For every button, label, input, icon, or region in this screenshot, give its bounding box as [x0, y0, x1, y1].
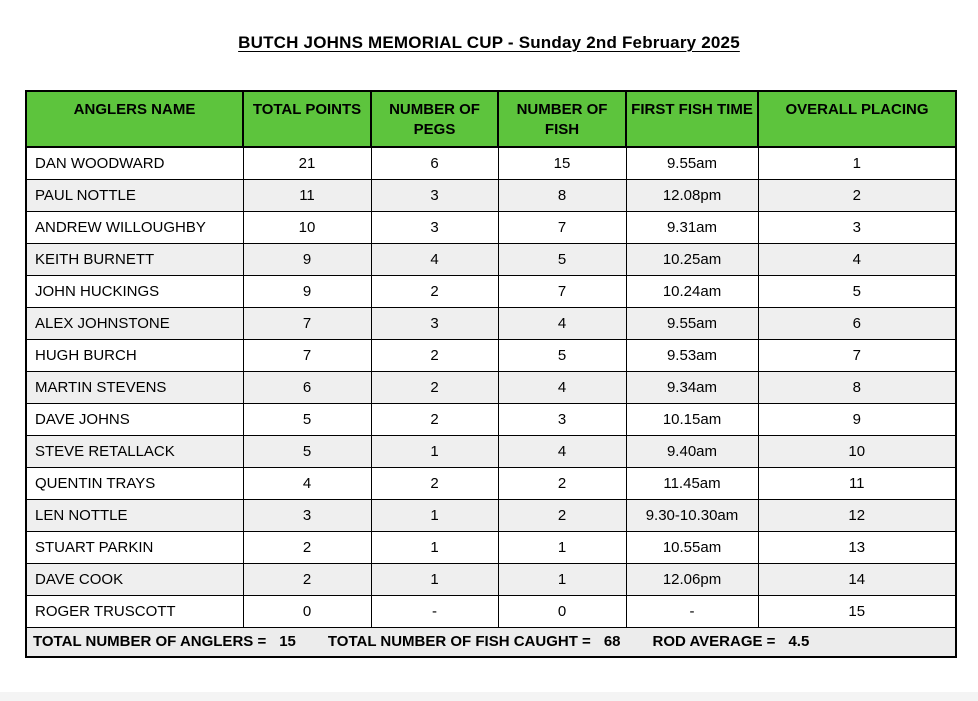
col-header-first-fish-time: FIRST FISH TIME [626, 91, 758, 147]
cell-first-fish-time: 12.08pm [626, 179, 758, 211]
table-footer [26, 627, 956, 657]
cell-total-points: 2 [243, 531, 371, 563]
cell-angler-name: STEVE RETALLACK [26, 435, 243, 467]
cell-number-of-fish: 2 [498, 467, 626, 499]
cell-number-of-pegs: 3 [371, 307, 498, 339]
cell-first-fish-time: 9.31am [626, 211, 758, 243]
cell-first-fish-time: 9.53am [626, 339, 758, 371]
cell-number-of-fish: 7 [498, 275, 626, 307]
cell-total-points: 2 [243, 563, 371, 595]
cell-number-of-pegs: 2 [371, 403, 498, 435]
cell-overall-placing: 3 [758, 211, 956, 243]
cell-number-of-pegs: 1 [371, 531, 498, 563]
cell-angler-name: DAN WOODWARD [26, 147, 243, 179]
cell-number-of-fish: 1 [498, 563, 626, 595]
cell-angler-name: ANDREW WILLOUGHBY [26, 211, 243, 243]
rod-average-value: 4.5 [788, 633, 810, 651]
table-row [26, 467, 956, 499]
cell-number-of-fish: 1 [498, 531, 626, 563]
cell-angler-name: HUGH BURCH [26, 339, 243, 371]
cell-first-fish-time: 9.55am [626, 307, 758, 339]
cell-number-of-pegs: 1 [371, 563, 498, 595]
col-header-anglers-name: ANGLERS NAME [26, 91, 243, 147]
table-row [26, 147, 956, 179]
table-row [26, 531, 956, 563]
page-bottom-band [0, 692, 978, 701]
table-row [26, 339, 956, 371]
total-anglers-value: 15 [279, 633, 296, 651]
total-fish-value: 68 [603, 633, 621, 651]
cell-number-of-pegs: 4 [371, 243, 498, 275]
table-row [26, 179, 956, 211]
col-header-overall-placing: OVERALL PLACING [758, 91, 956, 147]
cell-number-of-pegs: 3 [371, 179, 498, 211]
cell-number-of-pegs: 6 [371, 147, 498, 179]
cell-angler-name: QUENTIN TRAYS [26, 467, 243, 499]
cell-overall-placing: 7 [758, 339, 956, 371]
cell-first-fish-time: 9.34am [626, 371, 758, 403]
cell-overall-placing: 15 [758, 595, 956, 627]
cell-first-fish-time: 10.55am [626, 531, 758, 563]
table-row [26, 595, 956, 627]
cell-first-fish-time: 9.40am [626, 435, 758, 467]
cell-angler-name: STUART PARKIN [26, 531, 243, 563]
cell-number-of-fish: 2 [498, 499, 626, 531]
cell-first-fish-time: - [626, 595, 758, 627]
total-anglers-label: TOTAL NUMBER OF ANGLERS = [33, 633, 267, 651]
cell-total-points: 10 [243, 211, 371, 243]
cell-overall-placing: 9 [758, 403, 956, 435]
table-row [26, 275, 956, 307]
cell-overall-placing: 1 [758, 147, 956, 179]
cell-overall-placing: 12 [758, 499, 956, 531]
table-row [26, 435, 956, 467]
table-header [26, 91, 956, 147]
cell-first-fish-time: 10.24am [626, 275, 758, 307]
cell-number-of-fish: 4 [498, 435, 626, 467]
cell-number-of-fish: 5 [498, 339, 626, 371]
cell-number-of-fish: 0 [498, 595, 626, 627]
cell-overall-placing: 11 [758, 467, 956, 499]
cell-total-points: 4 [243, 467, 371, 499]
results-table [25, 90, 957, 658]
cell-overall-placing: 10 [758, 435, 956, 467]
cell-total-points: 5 [243, 435, 371, 467]
cell-first-fish-time: 9.55am [626, 147, 758, 179]
table-row [26, 371, 956, 403]
cell-overall-placing: 4 [758, 243, 956, 275]
cell-overall-placing: 14 [758, 563, 956, 595]
cell-total-points: 9 [243, 243, 371, 275]
cell-first-fish-time: 10.25am [626, 243, 758, 275]
cell-overall-placing: 13 [758, 531, 956, 563]
summary-cell [26, 627, 956, 657]
cell-first-fish-time: 11.45am [626, 467, 758, 499]
summary-row [26, 627, 956, 657]
col-header-total-points: TOTAL POINTS [243, 91, 371, 147]
cell-overall-placing: 6 [758, 307, 956, 339]
cell-number-of-fish: 5 [498, 243, 626, 275]
cell-total-points: 6 [243, 371, 371, 403]
cell-angler-name: ROGER TRUSCOTT [26, 595, 243, 627]
cell-number-of-fish: 3 [498, 403, 626, 435]
cell-total-points: 3 [243, 499, 371, 531]
cell-angler-name: PAUL NOTTLE [26, 179, 243, 211]
table-row [26, 211, 956, 243]
table-body [26, 147, 956, 627]
header-row [26, 91, 956, 147]
cell-total-points: 0 [243, 595, 371, 627]
cell-number-of-pegs: 1 [371, 499, 498, 531]
cell-angler-name: JOHN HUCKINGS [26, 275, 243, 307]
cell-angler-name: KEITH BURNETT [26, 243, 243, 275]
cell-number-of-pegs: 2 [371, 339, 498, 371]
cell-number-of-pegs: 1 [371, 435, 498, 467]
table-row [26, 243, 956, 275]
cell-total-points: 11 [243, 179, 371, 211]
table-row [26, 403, 956, 435]
cell-number-of-fish: 4 [498, 307, 626, 339]
cell-total-points: 9 [243, 275, 371, 307]
cell-number-of-fish: 15 [498, 147, 626, 179]
table-row [26, 307, 956, 339]
cell-total-points: 7 [243, 307, 371, 339]
total-fish-label: TOTAL NUMBER OF FISH CAUGHT = [327, 633, 591, 651]
cell-angler-name: LEN NOTTLE [26, 499, 243, 531]
cell-overall-placing: 2 [758, 179, 956, 211]
total-anglers-summary [33, 633, 296, 650]
col-header-number-of-pegs: NUMBER OF PEGS [371, 91, 498, 147]
cell-angler-name: DAVE JOHNS [26, 403, 243, 435]
cell-number-of-pegs: 2 [371, 371, 498, 403]
table-row [26, 563, 956, 595]
cell-number-of-fish: 4 [498, 371, 626, 403]
cell-angler-name: ALEX JOHNSTONE [26, 307, 243, 339]
cell-angler-name: DAVE COOK [26, 563, 243, 595]
cell-number-of-pegs: 2 [371, 275, 498, 307]
cell-first-fish-time: 12.06pm [626, 563, 758, 595]
cell-total-points: 21 [243, 147, 371, 179]
cell-number-of-fish: 8 [498, 179, 626, 211]
cell-first-fish-time: 9.30-10.30am [626, 499, 758, 531]
cell-overall-placing: 5 [758, 275, 956, 307]
cell-first-fish-time: 10.15am [626, 403, 758, 435]
cell-total-points: 5 [243, 403, 371, 435]
rod-average-summary [653, 633, 810, 650]
cell-number-of-fish: 7 [498, 211, 626, 243]
cell-number-of-pegs: - [371, 595, 498, 627]
page-title: BUTCH JOHNS MEMORIAL CUP - Sunday 2nd February 2025 [238, 33, 740, 52]
rod-average-label: ROD AVERAGE = [652, 633, 776, 651]
cell-total-points: 7 [243, 339, 371, 371]
cell-overall-placing: 8 [758, 371, 956, 403]
table-row [26, 499, 956, 531]
total-fish-summary [328, 633, 621, 650]
col-header-number-of-fish: NUMBER OF FISH [498, 91, 626, 147]
cell-number-of-pegs: 3 [371, 211, 498, 243]
cell-angler-name: MARTIN STEVENS [26, 371, 243, 403]
cell-number-of-pegs: 2 [371, 467, 498, 499]
